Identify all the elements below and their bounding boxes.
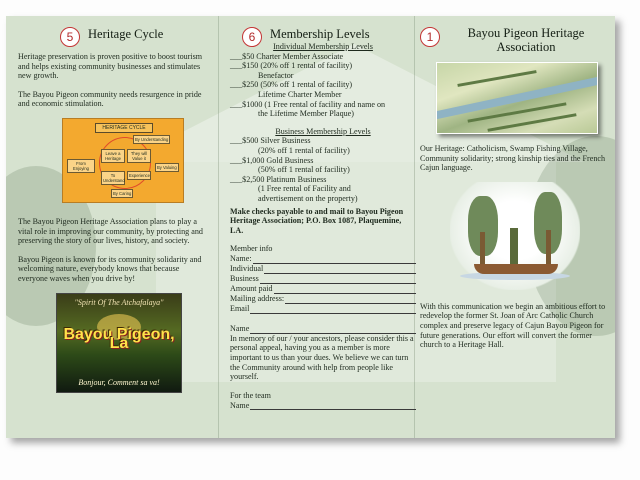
fold-line [218, 16, 219, 438]
field-line[interactable] [250, 401, 416, 410]
panel-heritage-cycle [18, 24, 206, 393]
illustration-boat [474, 264, 558, 274]
diagram-node: To Understand [103, 172, 125, 183]
illustration-trunk [546, 230, 551, 268]
team-name-field[interactable] [230, 400, 416, 410]
email-field[interactable] [230, 304, 416, 314]
membership-level: ___$2,500 Platinum Business [230, 174, 327, 184]
individual-levels-heading: Individual Membership Levels [273, 42, 373, 51]
panel-association [420, 24, 608, 359]
membership-level: ___$1,000 Gold Business [230, 155, 314, 165]
diagram-node: Leave a Heritage [101, 149, 125, 163]
diagram-node: By Valuing [157, 164, 177, 170]
field-line[interactable] [285, 295, 416, 304]
memorial-appeal: In memory of our / your ancestors, please consider this a personal appeal, having you as a member is more important to us than your dues. We believe we can turn the Community around with help from people like yourself. [230, 333, 414, 382]
membership-level: ___$150 (20% off 1 rental of facility) [230, 61, 353, 71]
poster-title: Bayou Pigeon, La [63, 325, 175, 353]
field-line[interactable] [264, 265, 416, 274]
mailing-address-field[interactable] [230, 294, 416, 304]
field-line[interactable] [260, 275, 416, 284]
panel-title: Membership Levels [270, 27, 370, 41]
illustration-fisherman [510, 228, 518, 264]
field-label: Name [230, 324, 250, 334]
swamp-fisherman-illustration [450, 182, 580, 290]
diagram-node: Experience [129, 172, 150, 178]
field-line[interactable] [250, 325, 416, 334]
member-info-label: Member info [230, 244, 273, 254]
payment-instructions: Make checks payable to and mail to Bayou Pigeon Heritage Association; P.O. Box 1087, Plaquemine, LA. [230, 206, 404, 235]
diagram-node: From Enjoying [67, 159, 95, 173]
membership-level-note: advertisement on the property) [258, 193, 358, 203]
membership-level: ___$500 Silver Business [230, 136, 311, 146]
paragraph: The Bayou Pigeon Heritage Association plans to play a vital role in improving our community, by protecting and preserving the story of our lives, history, and society. [18, 216, 203, 246]
diagram-node: By Understanding [135, 136, 169, 142]
poster-tagline: "Spirit Of The Atchafalaya" [74, 297, 164, 307]
panel-title: Heritage Cycle [88, 27, 164, 41]
closing-paragraph: With this communication we begin an ambitious effort to redevelop the former St. Joan of Arc Catholic Church complex and preserve legacy of Cajun Bayou Pigeon for future generations. Our effort will convert the former church to a Heritage Hall. [420, 301, 606, 350]
heritage-cycle-diagram [62, 118, 184, 203]
site-plan-image [436, 62, 598, 134]
diagram-node: They will Value it [127, 149, 151, 163]
illustration-trunk [480, 232, 485, 268]
paragraph: The Bayou Pigeon community needs resurgence in pride and economic stimulation. [18, 89, 202, 109]
field-line[interactable] [253, 255, 416, 264]
paragraph: Heritage preservation is proven positive to boost tourism and helps existing community businesses and stimulates new growth. [18, 52, 203, 81]
membership-level: ___$50 Charter Member Associate [230, 51, 344, 61]
membership-level-note: Lifetime Charter Member [258, 89, 342, 99]
paragraph: Bayou Pigeon is known for its community solidarity and welcoming nature, everybody knows that because everyone waves when you drive by! [18, 254, 202, 283]
business-levels-heading: Business Membership Levels [275, 126, 371, 136]
panel-header [420, 24, 608, 56]
membership-level: ___$1000 (1 Free rental of facility and name on [230, 99, 386, 109]
field-line[interactable] [250, 305, 416, 314]
name-field[interactable] [230, 254, 416, 264]
brochure [6, 16, 615, 438]
amount-paid-field[interactable] [230, 284, 416, 294]
field-label: Amount paid [230, 284, 273, 294]
membership-level-note: (1 Free rental of Facility and [258, 184, 351, 194]
field-label: Name [230, 400, 250, 410]
field-label: Individual [230, 264, 264, 274]
membership-level-note: (20% off 1 rental of facility) [258, 145, 350, 155]
membership-level-note: Benefactor [258, 70, 294, 80]
bayou-pigeon-poster [56, 293, 182, 393]
panel-number-badge: 6 [242, 27, 262, 47]
individual-field[interactable] [230, 264, 416, 274]
field-line[interactable] [274, 285, 417, 294]
field-label: Name: [230, 254, 252, 264]
panel-number-badge: 5 [60, 27, 80, 47]
field-label: Mailing address: [230, 294, 285, 304]
field-label: Email [230, 304, 250, 314]
panel-header [230, 24, 416, 52]
panel-membership [230, 24, 416, 410]
heritage-paragraph: Our Heritage: Catholicism, Swamp Fishing Village, Community solidarity; strong kinship ties and the French Cajun language. [420, 144, 606, 173]
membership-level: ___$250 (50% off 1 rental of facility) [230, 80, 353, 90]
panel-title: Bayou Pigeon Heritage Association [467, 26, 585, 54]
membership-level-note: (50% off 1 rental of facility) [258, 165, 350, 175]
memorial-name-field[interactable] [230, 324, 416, 334]
membership-level-note: the Lifetime Member Plaque) [258, 109, 354, 119]
business-field[interactable] [230, 274, 416, 284]
panel-number-badge: 1 [420, 27, 440, 47]
poster-greeting: Bonjour, Comment sa va! [78, 377, 160, 387]
site-plan-row [457, 70, 536, 87]
field-label: Business [230, 274, 259, 284]
panel-header [18, 24, 206, 52]
diagram-node: By Caring [113, 190, 132, 196]
signoff-label: For the team [230, 390, 271, 400]
diagram-title: HERITAGE CYCLE [95, 123, 153, 133]
